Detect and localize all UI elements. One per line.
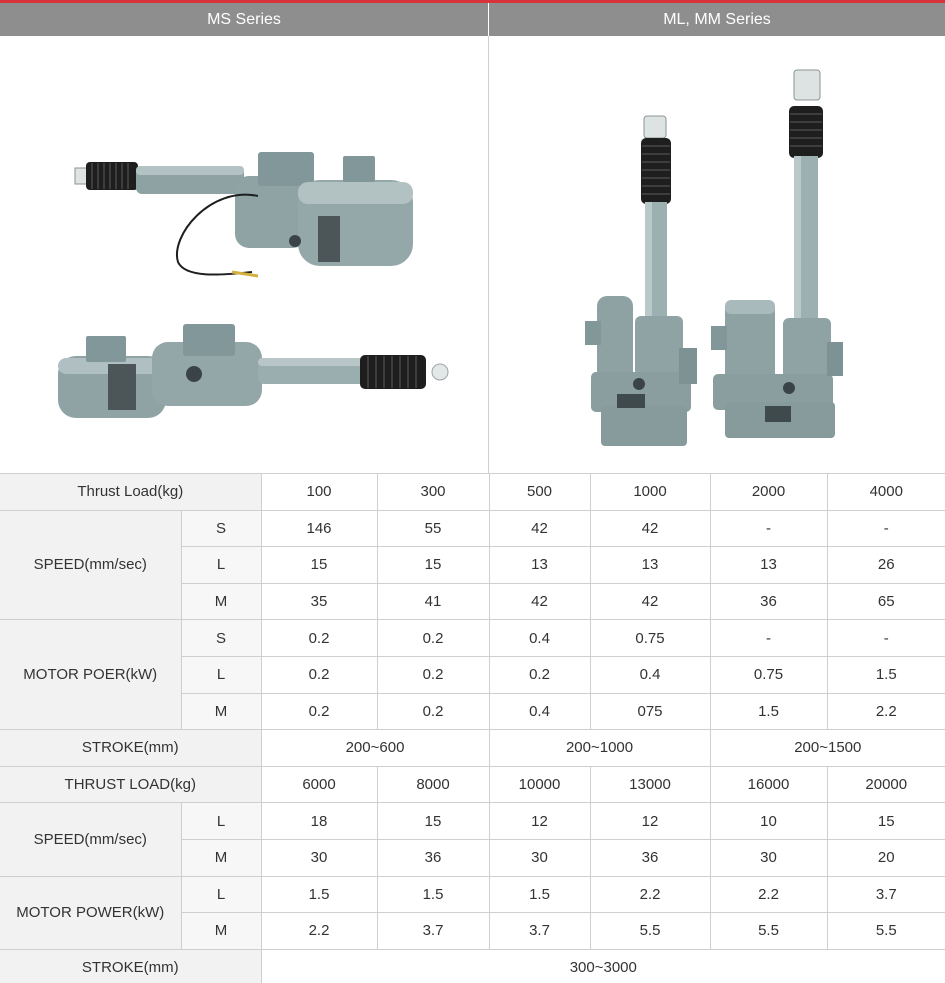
table-cell: 0.2 xyxy=(377,620,489,657)
sub-label: L xyxy=(181,547,261,584)
table-cell: 12 xyxy=(590,803,710,840)
table-row-speed2-l xyxy=(0,803,945,840)
stroke-2-label: STROKE(mm) xyxy=(0,949,261,983)
table-cell: 0.4 xyxy=(489,693,590,730)
ml-mm-series-header: ML, MM Series xyxy=(489,3,945,36)
table-cell: 42 xyxy=(590,583,710,620)
table-row-stroke xyxy=(0,730,945,767)
table-cell: - xyxy=(710,510,827,547)
sub-label: M xyxy=(181,583,261,620)
table-cell: 1000 xyxy=(590,474,710,511)
table-cell: 6000 xyxy=(261,766,377,803)
table-cell: 30 xyxy=(710,839,827,876)
ms-series-header: MS Series xyxy=(0,3,488,36)
table-cell: 1.5 xyxy=(710,693,827,730)
table-cell: 15 xyxy=(377,547,489,584)
table-cell: 5.5 xyxy=(710,913,827,950)
ml-mm-series-actuators-illustration xyxy=(489,36,945,473)
table-cell: 146 xyxy=(261,510,377,547)
right-vertical-actuator xyxy=(711,70,843,438)
table-cell: 5.5 xyxy=(590,913,710,950)
spec-table xyxy=(0,473,945,983)
table-cell: 200~1500 xyxy=(710,730,945,767)
upper-actuator xyxy=(75,152,413,276)
table-cell: 16000 xyxy=(710,766,827,803)
table-cell: 65 xyxy=(827,583,945,620)
table-cell: 300~3000 xyxy=(261,949,945,983)
table-cell: 55 xyxy=(377,510,489,547)
stroke-label: STROKE(mm) xyxy=(0,730,261,767)
table-cell: 42 xyxy=(489,510,590,547)
table-cell: 200~1000 xyxy=(489,730,710,767)
table-cell: 20000 xyxy=(827,766,945,803)
table-cell: 20 xyxy=(827,839,945,876)
table-row-speed-s xyxy=(0,510,945,547)
table-cell: 300 xyxy=(377,474,489,511)
table-cell: 30 xyxy=(489,839,590,876)
table-cell: 0.4 xyxy=(590,656,710,693)
table-row-stroke-2 xyxy=(0,949,945,983)
table-cell: 42 xyxy=(489,583,590,620)
table-cell: 15 xyxy=(261,547,377,584)
sub-label: M xyxy=(181,693,261,730)
motor-power-label: MOTOR POER(kW) xyxy=(0,620,181,730)
table-cell: 3.7 xyxy=(489,913,590,950)
table-cell: 500 xyxy=(489,474,590,511)
table-cell: 18 xyxy=(261,803,377,840)
ms-series-image xyxy=(0,36,488,473)
table-cell: 36 xyxy=(377,839,489,876)
sub-label: S xyxy=(181,510,261,547)
table-cell: 2.2 xyxy=(590,876,710,913)
table-cell: 26 xyxy=(827,547,945,584)
table-cell: 0.75 xyxy=(710,656,827,693)
table-cell: 10000 xyxy=(489,766,590,803)
speed-label: SPEED(mm/sec) xyxy=(0,510,181,620)
table-cell: 4000 xyxy=(827,474,945,511)
table-cell: 13 xyxy=(590,547,710,584)
table-cell: 5.5 xyxy=(827,913,945,950)
table-cell: 0.2 xyxy=(261,656,377,693)
table-cell: 0.2 xyxy=(261,620,377,657)
table-cell: 3.7 xyxy=(377,913,489,950)
motor-power-2-label: MOTOR POWER(kW) xyxy=(0,876,181,949)
table-cell: 0.75 xyxy=(590,620,710,657)
sub-label: S xyxy=(181,620,261,657)
ml-mm-series-image xyxy=(489,36,945,473)
table-cell: - xyxy=(827,510,945,547)
table-cell: 10 xyxy=(710,803,827,840)
table-cell: 0.2 xyxy=(377,656,489,693)
table-cell: 15 xyxy=(377,803,489,840)
table-row-thrust-load-2 xyxy=(0,766,945,803)
table-cell: 2000 xyxy=(710,474,827,511)
table-cell: 42 xyxy=(590,510,710,547)
table-cell: 13 xyxy=(489,547,590,584)
table-cell: 41 xyxy=(377,583,489,620)
sub-label: M xyxy=(181,839,261,876)
table-cell: - xyxy=(710,620,827,657)
speed-2-label: SPEED(mm/sec) xyxy=(0,803,181,876)
table-cell: 36 xyxy=(590,839,710,876)
table-cell: 35 xyxy=(261,583,377,620)
ms-series-actuators-illustration xyxy=(0,36,488,473)
table-cell: 1.5 xyxy=(261,876,377,913)
table-row-motor-s xyxy=(0,620,945,657)
table-cell: 2.2 xyxy=(710,876,827,913)
table-cell: 075 xyxy=(590,693,710,730)
sub-label: M xyxy=(181,913,261,950)
table-cell: 200~600 xyxy=(261,730,489,767)
sub-label: L xyxy=(181,803,261,840)
table-row-thrust-load xyxy=(0,474,945,511)
table-cell: 3.7 xyxy=(827,876,945,913)
table-cell: 8000 xyxy=(377,766,489,803)
thrust-load-2-label: THRUST LOAD(kg) xyxy=(0,766,261,803)
table-row-motor2-l xyxy=(0,876,945,913)
table-cell: 0.4 xyxy=(489,620,590,657)
table-cell: 0.2 xyxy=(377,693,489,730)
table-cell: 13000 xyxy=(590,766,710,803)
table-cell: 1.5 xyxy=(377,876,489,913)
table-cell: 0.2 xyxy=(489,656,590,693)
table-cell: 1.5 xyxy=(827,656,945,693)
table-cell: 12 xyxy=(489,803,590,840)
table-cell: 13 xyxy=(710,547,827,584)
table-cell: - xyxy=(827,620,945,657)
sub-label: L xyxy=(181,876,261,913)
table-cell: 2.2 xyxy=(261,913,377,950)
table-cell: 15 xyxy=(827,803,945,840)
table-cell: 30 xyxy=(261,839,377,876)
table-cell: 1.5 xyxy=(489,876,590,913)
thrust-load-label: Thrust Load(kg) xyxy=(0,474,261,511)
table-cell: 2.2 xyxy=(827,693,945,730)
table-cell: 100 xyxy=(261,474,377,511)
left-vertical-actuator xyxy=(585,116,697,446)
table-cell: 36 xyxy=(710,583,827,620)
table-cell: 0.2 xyxy=(261,693,377,730)
sub-label: L xyxy=(181,656,261,693)
lower-actuator xyxy=(58,324,448,418)
